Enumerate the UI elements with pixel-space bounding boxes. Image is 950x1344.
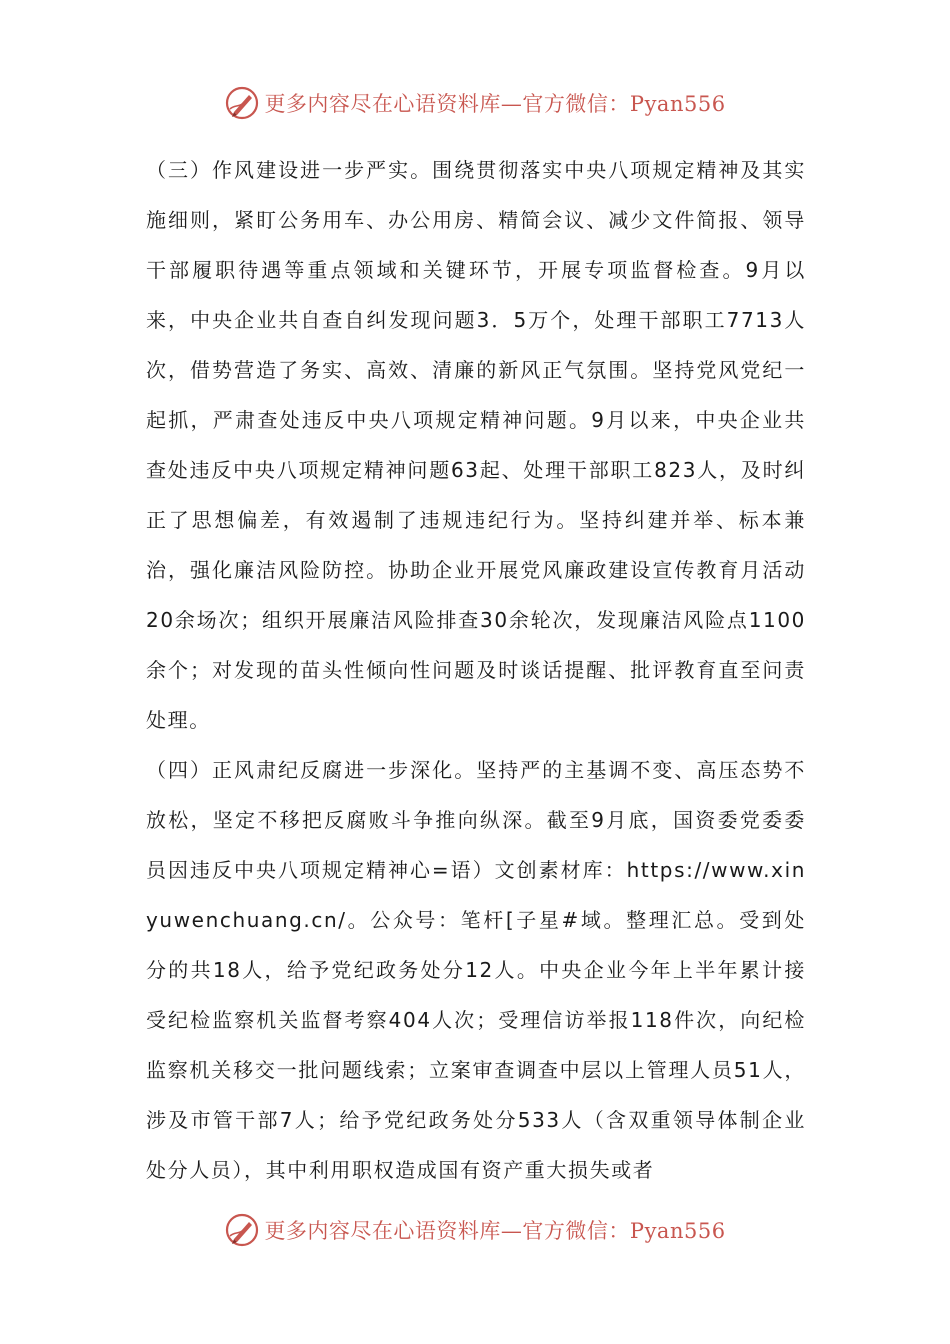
pen-logo-icon xyxy=(224,1212,260,1248)
header-banner-text: 更多内容尽在心语资料库—官方微信：Pyan556 xyxy=(264,92,726,116)
footer-banner xyxy=(0,1210,950,1250)
pen-logo-icon xyxy=(224,85,260,121)
header-banner xyxy=(0,83,950,123)
paragraph-3: （三）作风建设进一步严实。围绕贯彻落实中央八项规定精神及其实施细则，紧盯公务用车、办公用房、精简会议、减少文件简报、领导干部履职待遇等重点领域和关键环节，开展专项监督检查。9月以来，中央企业共自查自纠发现问题3．5万个，处理干部职工7713人次，借势营造了务实、高效、清廉的新风正气氛围。坚持党风党纪一起抓，严肃查处违反中央八项规定精神问题。9月以来，中央企业共查处违反中央八项规定精神问题63起、处理干部职工823人，及时纠正了思想偏差，有效遏制了违规违纪行为。坚持纠建并举、标本兼治，强化廉洁风险防控。协助企业开展党风廉政建设宣传教育月活动20余场次；组织开展廉洁风险排查30余轮次，发现廉洁风险点1100余个；对发现的苗头性倾向性问题及时谈话提醒、批评教育直至问责处理。 xyxy=(146,158,806,732)
footer-banner-text: 更多内容尽在心语资料库—官方微信：Pyan556 xyxy=(264,1219,726,1243)
paragraph-4: （四）正风肃纪反腐进一步深化。坚持严的主基调不变、高压态势不放松，坚定不移把反腐败斗争推向纵深。截至9月底，国资委党委委员因违反中央八项规定精神心=语）文创素材库：https://www.xinyuwenchuang.cn/。公众号：笔杆[子星#域。整理汇总。受到处分的共18人，给予党纪政务处分12人。中央企业今年上半年累计接受纪检监察机关监督考察404人次；受理信访举报118件次，向纪检监察机关移交一批问题线索；立案审查调查中层以上管理人员51人，涉及市管干部7人；给予党纪政务处分533人（含双重领导体制企业处分人员），其中利用职权造成国有资产重大损失或者 xyxy=(146,758,806,1182)
document-body xyxy=(146,145,806,1195)
